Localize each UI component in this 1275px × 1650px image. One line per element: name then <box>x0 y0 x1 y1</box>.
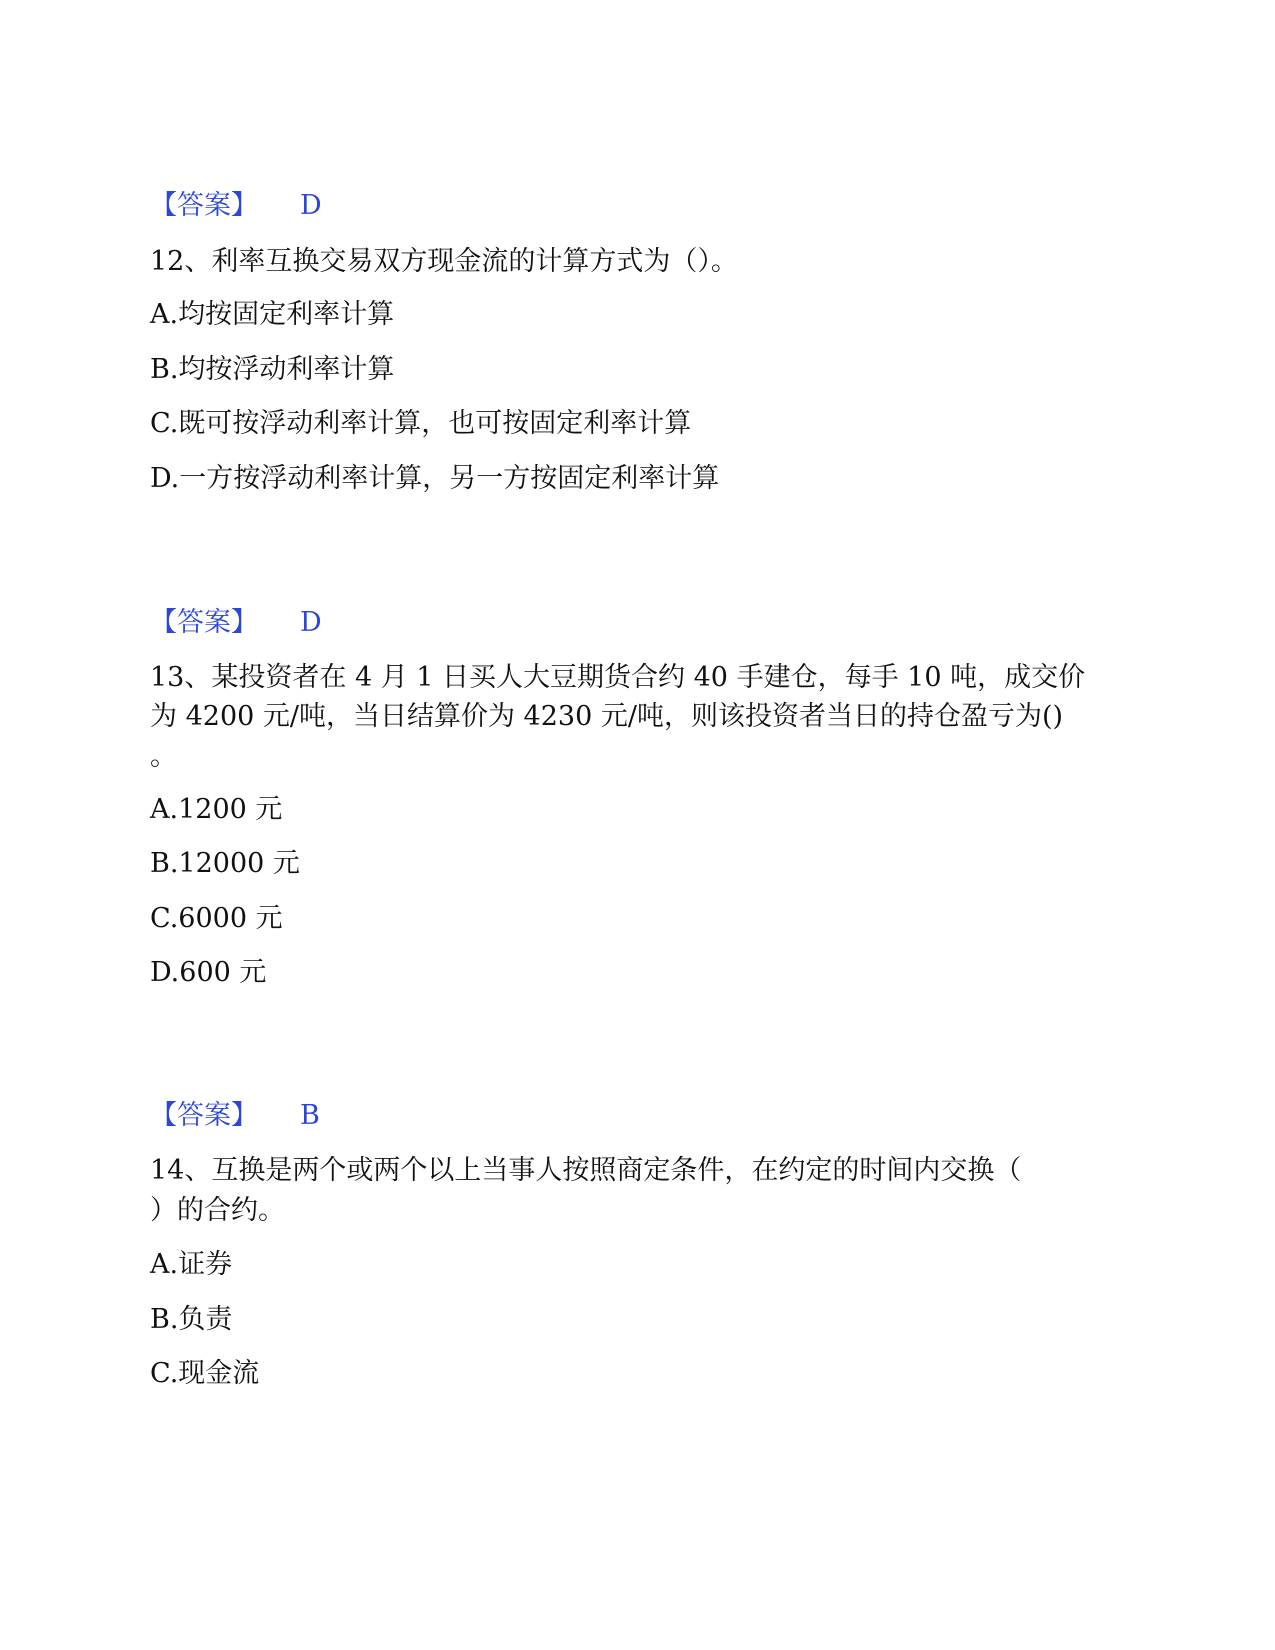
answer-value: D <box>300 607 322 638</box>
question-13-option-d: D.600 元 <box>150 957 267 988</box>
answer-value: B <box>300 1100 320 1131</box>
question-13-option-c: C.6000 元 <box>150 903 283 934</box>
answer-label: 【答案】 <box>150 190 258 221</box>
question-13-stem-line-1: 13、某投资者在 4 月 1 日买人大豆期货合约 40 手建仓，每手 10 吨，成交价 <box>150 662 1086 693</box>
question-13-option-a: A.1200 元 <box>150 794 283 825</box>
answer-line-11 <box>150 186 322 226</box>
question-14-stem-line-2: ）的合约。 <box>150 1195 285 1226</box>
question-14-stem-line-1: 14、互换是两个或两个以上当事人按照商定条件，在约定的时间内交换（ <box>150 1155 1022 1186</box>
answer-line-12 <box>150 603 322 643</box>
question-14-option-b: B.负责 <box>150 1304 233 1335</box>
question-14-option-c: C.现金流 <box>150 1358 260 1389</box>
answer-label: 【答案】 <box>150 1100 258 1131</box>
answer-value: D <box>300 190 322 221</box>
question-14-option-a: A.证券 <box>150 1249 233 1280</box>
question-12-stem: 12、利率互换交易双方现金流的计算方式为（）。 <box>150 246 738 277</box>
answer-line-13 <box>150 1096 320 1136</box>
question-12-option-b: B.均按浮动利率计算 <box>150 354 395 385</box>
question-12-option-a: A.均按固定利率计算 <box>150 299 395 330</box>
answer-label: 【答案】 <box>150 607 258 638</box>
question-13-stem-line-3: 。 <box>150 741 177 772</box>
question-12-option-d: D.一方按浮动利率计算，另一方按固定利率计算 <box>150 463 720 494</box>
question-13-option-b: B.12000 元 <box>150 848 300 879</box>
question-13-stem-line-2: 为 4200 元/吨，当日结算价为 4230 元/吨，则该投资者当日的持仓盈亏为() <box>150 701 1064 732</box>
question-12-option-c: C.既可按浮动利率计算，也可按固定利率计算 <box>150 408 692 439</box>
